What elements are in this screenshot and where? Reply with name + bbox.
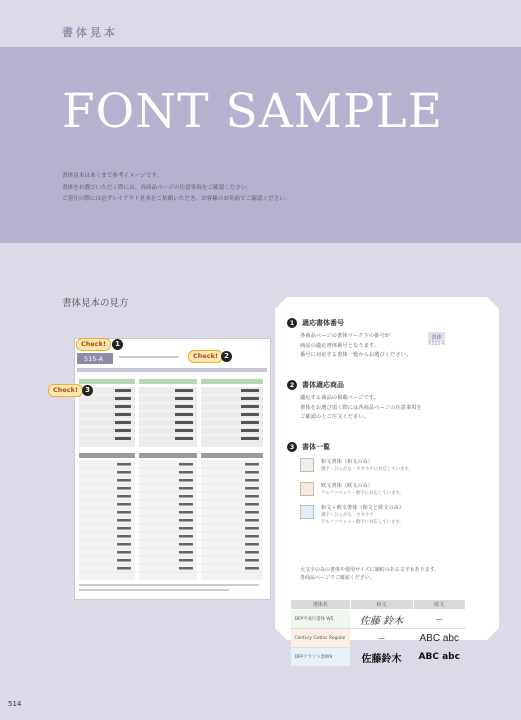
item-1-number: 1	[287, 318, 297, 328]
note-line: 大文字のみの書体や使用サイズに制約のある文字もあります。	[300, 567, 440, 573]
legend-sub: アルファベット・数字に対応しています。	[321, 491, 404, 496]
table-header: 欧文	[413, 600, 466, 610]
check-number-3: 3	[82, 385, 93, 396]
legend-swatch-wabun	[300, 458, 314, 472]
wabun-sample-cell: —	[350, 629, 413, 648]
item-1-line: 番号に対応する書体一覧からお選びください。	[300, 352, 412, 358]
table-header-row	[291, 600, 466, 610]
item-1-line: 各商品ページの書体マーク下の番号が	[300, 333, 390, 339]
font-name-cell: DFPクラフト墨W9	[291, 648, 351, 667]
legend-sub: 漢字・ひらがな・カタカナに対応しています。	[321, 467, 413, 472]
legend-title: 欧文書体（欧文のみ）	[321, 483, 373, 489]
check-number-2: 2	[221, 351, 232, 362]
item-2-line: 適応する商品の掲載ページです。	[300, 395, 379, 401]
font-badge-label: 書体	[428, 332, 445, 342]
item-1-line: 商品の適応書体番号となります。	[300, 342, 380, 349]
intro-line: ご発注の際には必ずレイアウト見本をご依頼いただき、お客様のお名前でご確認ください。	[62, 196, 291, 202]
item-1-title	[287, 318, 344, 328]
item-1-label: 適応書体番号	[302, 319, 344, 327]
section-title: 書体見本の見方	[62, 298, 129, 309]
item-2-title	[287, 380, 344, 390]
item-3-number: 3	[287, 442, 297, 452]
check-callout-1	[76, 338, 111, 351]
check-callout-2	[188, 350, 223, 363]
item-1-text	[300, 332, 411, 361]
legend-swatch-mixed	[300, 505, 314, 519]
font-name-cell: Century Gothic Regular	[291, 629, 351, 648]
legend-swatch-obun	[300, 482, 314, 496]
wabun-sample-cell: 佐藤 鈴木	[350, 610, 413, 629]
check-label: Check!	[53, 386, 78, 394]
obun-sample-cell: —	[413, 610, 466, 629]
table-row	[291, 648, 466, 667]
sample-page-code: 515-A	[84, 355, 104, 363]
check-number-1: 1	[112, 339, 123, 350]
wabun-sample-cell: 佐藤鈴木	[350, 648, 413, 667]
intro-line: 書体をお選びいただく際には、各商品ページの注意事項をご確認ください。	[62, 184, 253, 191]
table-header: 和文	[350, 600, 413, 610]
check-label: Check!	[81, 340, 106, 348]
check-callout-3	[48, 384, 83, 397]
item-3-title	[287, 442, 330, 452]
legend-text-wabun	[321, 459, 413, 473]
notes	[300, 566, 439, 582]
page-kicker: 書体見本	[62, 26, 118, 39]
item-2-line: ご確認の上ご注文ください。	[300, 414, 369, 420]
page-number-value: 514	[8, 700, 22, 708]
font-name-cell: DFP平成行書体 W5	[291, 610, 351, 629]
legend-sub: アルファベット・数字に対応しています。	[321, 520, 404, 525]
table-row	[291, 629, 466, 648]
font-badge	[428, 332, 445, 347]
sample-page-graphic	[75, 339, 272, 601]
obun-sample-cell: ABC abc	[413, 648, 466, 667]
sample-page-thumbnail	[74, 338, 271, 600]
legend-sub: 漢字・ひらがな・カタカナ	[321, 513, 374, 518]
page-number	[8, 700, 21, 708]
intro-line: 書体見本はあくまで参考イメージです。	[62, 173, 163, 179]
item-2-number: 2	[287, 380, 297, 390]
page-title: FONT SAMPLE	[62, 84, 443, 139]
legend-text-mixed	[321, 505, 404, 526]
table-header: 書体名	[291, 600, 351, 610]
note-line: 各商品ページでご確認ください。	[300, 575, 375, 581]
intro-text	[62, 171, 290, 206]
legend-text-obun	[321, 483, 404, 497]
obun-sample-cell: ABC abc	[413, 629, 466, 648]
font-badge-sub: P.515-A	[428, 342, 445, 347]
example-font-table	[290, 599, 466, 667]
item-2-line: 書体をお選び頂く際には各商品ページの注意事項を	[300, 404, 422, 411]
hero-banner	[0, 47, 521, 243]
legend-title: 和文＋欧文書体（和文と欧文のみ）	[321, 505, 405, 511]
item-3-label: 書体一覧	[302, 443, 330, 451]
check-label: Check!	[193, 352, 218, 360]
item-2-text	[300, 394, 422, 423]
table-row	[291, 610, 466, 629]
item-2-label: 書体適応商品	[302, 381, 344, 389]
legend-title: 和文書体（和文のみ）	[321, 459, 373, 465]
